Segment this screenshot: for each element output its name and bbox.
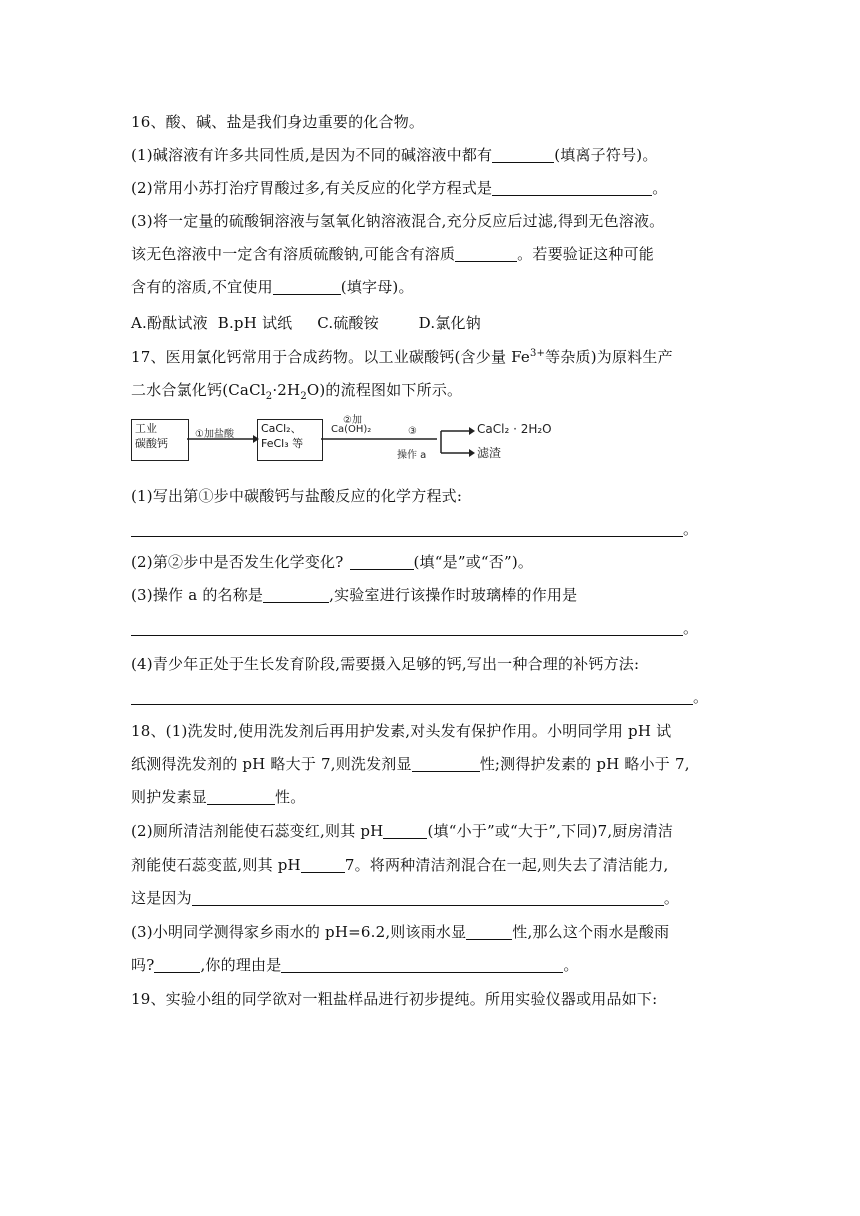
q18-text: 7。将两种清洁剂混合在一起,则失去了清洁能力, [344, 856, 669, 874]
q17-part1: (1)写出第①步中碳酸钙与盐酸反应的化学方程式: [131, 487, 463, 505]
box-text: FeCl₃ 等 [261, 437, 304, 450]
answer-blank[interactable] [207, 788, 275, 805]
period: 。 [652, 179, 668, 197]
q16-part3-text2: 。若要验证这种可能 [517, 245, 654, 263]
q18-line6 [131, 888, 780, 908]
answer-blank[interactable] [263, 586, 329, 603]
q16-part1 [131, 145, 780, 165]
q17-title-line1 [131, 347, 780, 367]
answer-blank[interactable] [131, 688, 693, 705]
flow-step3-label: ③ [408, 426, 417, 437]
q17-part3-text: (3)操作 a 的名称是 [131, 586, 264, 604]
flow-step2-reagent: Ca(OH)₂ [331, 424, 372, 435]
process-flow-diagram [131, 417, 591, 463]
answer-blank[interactable] [131, 520, 683, 537]
q17-title-text4: ·2H [272, 381, 301, 399]
answer-blank[interactable] [192, 889, 664, 906]
answer-blank[interactable] [383, 822, 427, 839]
answer-blank[interactable] [492, 146, 554, 163]
q17-part4-answer [131, 687, 780, 707]
period: 。 [693, 688, 709, 706]
q18-text: 吗? [131, 956, 155, 974]
q18-text: (3)小明同学测得家乡雨水的 pH=6.2,则该雨水显 [131, 923, 467, 941]
q16-options: A.酚酞试液 B.pH 试纸 C.硫酸铵 D.氯化钠 [131, 314, 481, 332]
flow-step3-operation: 操作 a [397, 450, 427, 461]
period: 。 [563, 956, 579, 974]
period: 。 [663, 889, 680, 907]
box-text: 碳酸钙 [135, 437, 168, 450]
q16-part3-line3 [131, 277, 780, 297]
q18-line5 [131, 855, 780, 875]
q19-line1: 19、实验小组的同学欲对一粗盐样品进行初步提纯。所用实验仪器或用品如下: [131, 990, 658, 1008]
q18-line7 [131, 922, 780, 942]
q18-text: 这是因为 [131, 889, 192, 907]
q18-line8 [131, 955, 780, 975]
subscript: 2 [265, 391, 273, 402]
q17-part4: (4)青少年正处于生长发育阶段,需要摄入足够的钙,写出一种合理的补钙方法: [131, 655, 640, 673]
box-text: 工业 [135, 422, 157, 435]
q18-text: 纸测得洗发剂的 pH 略大于 7,则洗发剂显 [131, 755, 412, 773]
answer-blank[interactable] [466, 923, 512, 940]
answer-blank[interactable] [492, 179, 652, 196]
q18-line1: 18、(1)洗发时,使用洗发剂后再用护发素,对头发有保护作用。小明同学用 pH 试 [131, 722, 672, 740]
q17-part3 [131, 585, 780, 605]
period: 。 [683, 619, 699, 637]
q18-text: 则护发素显 [131, 788, 208, 806]
q16-part3-text: 该无色溶液中一定含有溶质硫酸钠,可能含有溶质 [131, 245, 456, 263]
q17-title-text: 17、医用氯化钙常用于合成药物。以工业碳酸钙(含少量 Fe [131, 348, 530, 366]
q16-title: 16、酸、碱、盐是我们身边重要的化合物。 [131, 113, 425, 131]
q17-part2 [131, 552, 780, 572]
answer-blank[interactable] [412, 755, 480, 772]
flow-arrows [131, 417, 591, 463]
q18-line4 [131, 821, 780, 841]
flow-product: CaCl₂ · 2H₂O [477, 422, 552, 436]
q17-part1-answer [131, 519, 780, 539]
q16-part3-line1: (3)将一定量的硫酸铜溶液与氢氧化钠溶液混合,充分反应后过滤,得到无色溶液。 [131, 212, 665, 230]
answer-blank[interactable] [350, 553, 414, 570]
q17-part3-text2: ,实验室进行该操作时玻璃棒的作用是 [329, 586, 578, 604]
q18-line3 [131, 787, 780, 807]
answer-blank[interactable] [154, 956, 200, 973]
q16-part2 [131, 178, 780, 198]
q18-text: 性;测得护发素的 pH 略小于 7, [479, 755, 690, 773]
q18-text: 剂能使石蕊变蓝,则其 pH [131, 856, 301, 874]
box-text: CaCl₂、 [261, 422, 302, 435]
answer-blank[interactable] [131, 619, 683, 636]
q18-text: (填“小于”或“大于”,下同)7,厨房清洁 [427, 822, 674, 840]
q16-part1-text: (1)碱溶液有许多共同性质,是因为不同的碱溶液中都有 [131, 146, 493, 164]
q17-title-text3: 二水合氯化钙(CaCl [131, 381, 266, 399]
q16-part3-hint: (填字母)。 [340, 278, 414, 296]
q16-part3-line2 [131, 244, 780, 264]
fe-charge: 3+ [529, 348, 546, 359]
q18-text: (2)厕所清洁剂能使石蕊变红,则其 pH [131, 822, 384, 840]
flow-residue: 滤渣 [477, 446, 502, 460]
q18-text: ,你的理由是 [200, 956, 282, 974]
q18-line2 [131, 754, 780, 774]
answer-blank[interactable] [455, 245, 517, 262]
q17-part2-hint: (填“是”或“否”)。 [413, 553, 534, 571]
answer-blank[interactable] [281, 956, 563, 973]
answer-blank[interactable] [273, 278, 341, 295]
q16-part2-text: (2)常用小苏打治疗胃酸过多,有关反应的化学方程式是 [131, 179, 493, 197]
q18-text: 性。 [275, 788, 306, 806]
flow-step1-label: ①加盐酸 [195, 429, 234, 440]
q16-part3-text3: 含有的溶质,不宜使用 [131, 278, 273, 296]
q17-part3-answer [131, 618, 780, 638]
q17-part2-text: (2)第②步中是否发生化学变化? [131, 553, 344, 571]
q17-title-text2: 等杂质)为原料生产 [545, 348, 673, 366]
q17-title-line2 [131, 380, 780, 400]
q16-part1-hint: (填离子符号)。 [554, 146, 658, 164]
q18-text: 性,那么这个雨水是酸雨 [512, 923, 670, 941]
period: 。 [683, 520, 699, 538]
answer-blank[interactable] [301, 856, 345, 873]
flow-step2-label: ②加 [343, 415, 362, 426]
q17-title-text5: O)的流程图如下所示。 [306, 381, 463, 399]
subscript: 2 [300, 391, 307, 402]
